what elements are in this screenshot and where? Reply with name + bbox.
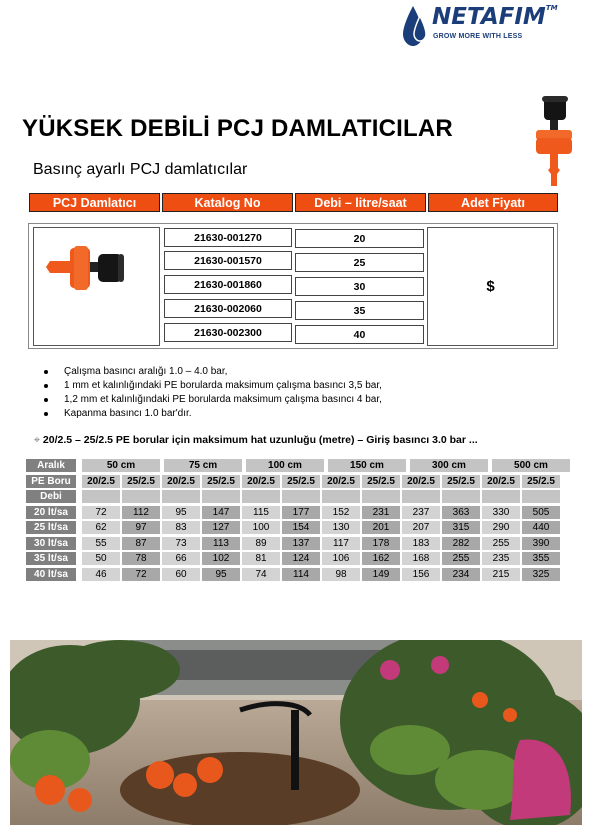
max-length-cell: 154: [282, 521, 320, 534]
max-length-cell: 50: [82, 552, 120, 565]
dripper-product-image: [532, 92, 576, 188]
max-length-cell: 355: [522, 552, 560, 565]
max-length-cell: 330: [482, 506, 520, 519]
max-length-cell: 97: [122, 521, 160, 534]
pipe-header: 20/2.5: [482, 475, 520, 488]
debi-header-blank: [122, 490, 160, 503]
table-note: [34, 434, 478, 447]
header-unit-price: Adet Fiyatı: [428, 193, 558, 212]
max-length-cell: 237: [402, 506, 440, 519]
flow-row-label: 30 lt/sa: [26, 537, 76, 550]
catalog-no-cell: 21630-001860: [164, 275, 292, 294]
max-length-cell: 231: [362, 506, 400, 519]
max-length-cell: 178: [362, 537, 400, 550]
flow-cell: 40: [295, 325, 424, 344]
max-length-cell: 255: [442, 552, 480, 565]
max-length-cell: 112: [122, 506, 160, 519]
flow-row-label: 25 lt/sa: [26, 521, 76, 534]
debi-header-blank: [202, 490, 240, 503]
debi-header-blank: [82, 490, 120, 503]
debi-header-blank: [522, 490, 560, 503]
flow-cell: 25: [295, 253, 424, 272]
max-length-cell: 55: [82, 537, 120, 550]
flow-row-label: 20 lt/sa: [26, 506, 76, 519]
dripper-image: [34, 228, 159, 345]
netafim-logo: [400, 4, 575, 50]
max-length-cell: 115: [242, 506, 280, 519]
max-length-cell: 89: [242, 537, 280, 550]
pipe-header: 25/2.5: [522, 475, 560, 488]
max-length-cell: 66: [162, 552, 200, 565]
max-length-cell: 130: [322, 521, 360, 534]
max-length-cell: 113: [202, 537, 240, 550]
spec-item: Kapanma basıncı 1.0 bar'dır.: [44, 407, 382, 421]
max-length-cell: 137: [282, 537, 320, 550]
spec-list: [44, 365, 382, 421]
flow-cell: 20: [295, 229, 424, 248]
garden-photo: [10, 640, 582, 825]
max-length-cell: 147: [202, 506, 240, 519]
max-length-cell: 234: [442, 568, 480, 581]
header-flow: Debi – litre/saat: [295, 193, 426, 212]
catalog-no-cell: 21630-002300: [164, 323, 292, 342]
spacing-header: 50 cm: [82, 459, 160, 472]
max-length-cell: 325: [522, 568, 560, 581]
max-length-cell: 363: [442, 506, 480, 519]
pipe-header: 25/2.5: [282, 475, 320, 488]
max-length-cell: 149: [362, 568, 400, 581]
spacing-header: 150 cm: [328, 459, 406, 472]
max-length-cell: 183: [402, 537, 440, 550]
debi-header-blank: [482, 490, 520, 503]
pipe-header: 25/2.5: [202, 475, 240, 488]
spec-item: 1 mm et kalınlığındaki PE borularda maksimum çalışma basıncı 3,5 bar,: [44, 379, 382, 393]
max-length-cell: 117: [322, 537, 360, 550]
max-length-cell: 390: [522, 537, 560, 550]
pipe-header: 20/2.5: [82, 475, 120, 488]
water-drop-icon: [400, 4, 430, 48]
flow-row-label: 35 lt/sa: [26, 552, 76, 565]
max-length-cell: 290: [482, 521, 520, 534]
max-length-cell: 505: [522, 506, 560, 519]
max-length-cell: 60: [162, 568, 200, 581]
debi-header-blank: [402, 490, 440, 503]
page-subtitle: Basınç ayarlı PCJ damlatıcılar: [33, 161, 248, 178]
pipe-header: 20/2.5: [322, 475, 360, 488]
row-label: Aralık: [26, 459, 76, 472]
max-length-cell: 168: [402, 552, 440, 565]
note-marker-icon: ⌖: [34, 434, 40, 446]
catalog-no-cell: 21630-001270: [164, 228, 292, 247]
max-length-cell: 440: [522, 521, 560, 534]
max-length-cell: 315: [442, 521, 480, 534]
max-length-cell: 95: [162, 506, 200, 519]
pipe-header: 25/2.5: [122, 475, 160, 488]
max-length-cell: 100: [242, 521, 280, 534]
unit-price-cell: $: [427, 227, 554, 346]
row-label: PE Boru: [26, 475, 76, 488]
spacing-header: 100 cm: [246, 459, 324, 472]
spec-item: 1,2 mm et kalınlığındaki PE borularda maksimum çalışma basıncı 4 bar,: [44, 393, 382, 407]
debi-header-blank: [242, 490, 280, 503]
note-text: 20/2.5 – 25/2.5 PE borular için maksimum hat uzunluğu (metre) – Giriş basıncı 3.0 bar ...: [42, 434, 478, 446]
header-catalog-no: Katalog No: [162, 193, 293, 212]
max-length-cell: 78: [122, 552, 160, 565]
max-length-cell: 95: [202, 568, 240, 581]
page-title: YÜKSEK DEBİLİ PCJ DAMLATICILAR: [22, 115, 453, 142]
spacing-header: 75 cm: [164, 459, 242, 472]
max-length-cell: 106: [322, 552, 360, 565]
flow-cell: 35: [295, 301, 424, 320]
pipe-header: 20/2.5: [402, 475, 440, 488]
brand-name: NETAFIM™: [432, 4, 558, 30]
max-length-cell: 127: [202, 521, 240, 534]
max-length-cell: 235: [482, 552, 520, 565]
flow-row-label: 40 lt/sa: [26, 568, 76, 581]
spec-item: Çalışma basıncı aralığı 1.0 – 4.0 bar,: [44, 365, 382, 379]
max-length-cell: 74: [242, 568, 280, 581]
max-length-cell: 83: [162, 521, 200, 534]
max-length-cell: 215: [482, 568, 520, 581]
spacing-header: 500 cm: [492, 459, 570, 472]
max-length-cell: 207: [402, 521, 440, 534]
max-length-cell: 98: [322, 568, 360, 581]
pipe-header: 25/2.5: [442, 475, 480, 488]
max-length-cell: 73: [162, 537, 200, 550]
max-length-cell: 152: [322, 506, 360, 519]
max-length-cell: 255: [482, 537, 520, 550]
max-length-cell: 124: [282, 552, 320, 565]
max-length-cell: 156: [402, 568, 440, 581]
pipe-header: 25/2.5: [362, 475, 400, 488]
max-length-cell: 81: [242, 552, 280, 565]
catalog-no-cell: 21630-001570: [164, 251, 292, 270]
debi-header-blank: [162, 490, 200, 503]
debi-header-blank: [362, 490, 400, 503]
debi-header-blank: [442, 490, 480, 503]
debi-header-blank: [282, 490, 320, 503]
max-length-cell: 102: [202, 552, 240, 565]
brand-tagline: GROW MORE WITH LESS: [433, 33, 523, 40]
header-dripper: PCJ Damlatıcı: [29, 193, 160, 212]
flow-cell: 30: [295, 277, 424, 296]
max-length-cell: 72: [82, 506, 120, 519]
row-label: Debi: [26, 490, 76, 503]
max-length-cell: 87: [122, 537, 160, 550]
spacing-header: 300 cm: [410, 459, 488, 472]
catalog-no-cell: 21630-002060: [164, 299, 292, 318]
debi-header-blank: [322, 490, 360, 503]
max-length-cell: 162: [362, 552, 400, 565]
max-length-cell: 201: [362, 521, 400, 534]
dripper-image-cell: [33, 227, 160, 346]
max-length-cell: 62: [82, 521, 120, 534]
max-length-cell: 46: [82, 568, 120, 581]
max-length-cell: 177: [282, 506, 320, 519]
max-length-cell: 282: [442, 537, 480, 550]
max-length-cell: 114: [282, 568, 320, 581]
pipe-header: 20/2.5: [162, 475, 200, 488]
pipe-header: 20/2.5: [242, 475, 280, 488]
max-length-cell: 72: [122, 568, 160, 581]
